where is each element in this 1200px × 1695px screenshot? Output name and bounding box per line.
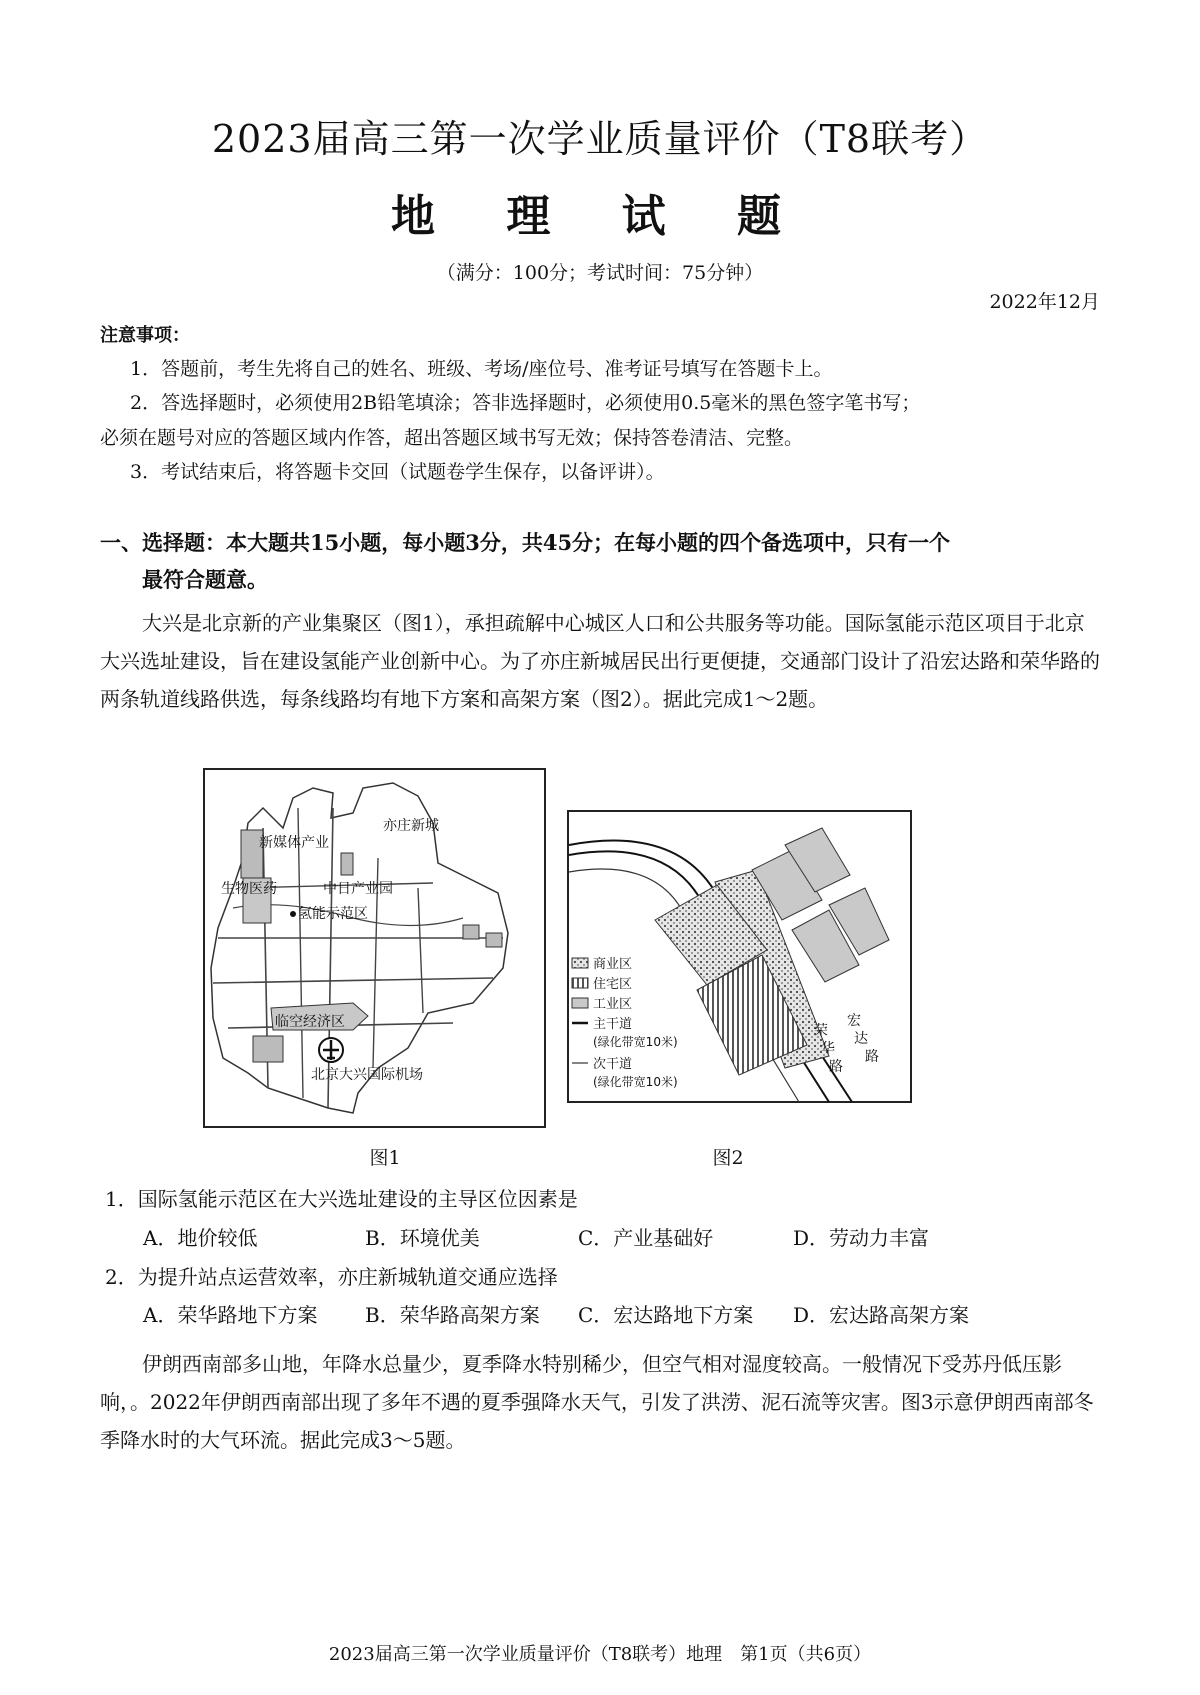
q1-option-d: D．劳动力丰富 xyxy=(793,1226,930,1250)
label-airport: 北京大兴国际机场 xyxy=(311,1067,423,1083)
road-label-hongda-3: 路 xyxy=(865,1049,879,1065)
road-label-ronghua-2: 华 xyxy=(821,1041,835,1057)
q2-option-b: B．荣华路高架方案 xyxy=(365,1303,540,1327)
figure-2-caption: 图2 xyxy=(712,1147,744,1169)
road-label-hongda-2: 达 xyxy=(854,1031,868,1047)
question-1-stem: 1．国际氢能示范区在大兴选址建设的主导区位因素是 xyxy=(105,1187,578,1211)
note-item-2: 2．答选择题时，必须使用2B铅笔填涂；答非选择题时，必须使用0.5毫米的黑色签字笔书写； xyxy=(130,392,921,414)
q1-option-a: A．地价较低 xyxy=(143,1226,258,1250)
road-label-hongda-1: 宏 xyxy=(847,1013,861,1029)
figure-1-map xyxy=(203,768,546,1128)
section-heading: 一、选择题：本大题共15小题，每小题3分，共45分；在每小题的四个备选项中，只有一个 xyxy=(100,530,951,555)
note-item-1: 1．答题前，考生先将自己的姓名、班级、考场/座位号、准考证号填写在答题卡上。 xyxy=(130,358,833,380)
label-xinmeiti: 新媒体产业 xyxy=(259,835,329,851)
road-label-ronghua-3: 路 xyxy=(829,1059,843,1075)
legend-main-road: 主干道 xyxy=(593,1017,633,1032)
question-2-stem: 2．为提升站点运营效率，亦庄新城轨道交通应选择 xyxy=(105,1265,558,1289)
exam-meta: （满分：100分；考试时间：75分钟） xyxy=(436,262,764,284)
legend-secondary-road-note: (绿化带宽10米) xyxy=(593,1075,678,1089)
label-shengwu: 生物医药 xyxy=(221,881,277,897)
figure-1-caption: 图1 xyxy=(369,1147,401,1169)
legend-main-road-note: (绿化带宽10米) xyxy=(593,1035,678,1049)
passage-1: 大兴是北京新的产业集聚区（图1），承担疏解中心城区人口和公共服务等功能。国际氢能示范区项目于北京大兴选址建设，旨在建设氢能产业创新中心。为了亦庄新城居民出行更便捷，交通部门设计了沿宏达路和荣华路的两条轨道线路供选，每条线路均有地下方案和高架方案（图2）。据此完成1～2题。 xyxy=(100,611,1100,711)
legend-industrial: 工业区 xyxy=(593,997,633,1012)
section-heading-cont: 最符合题意。 xyxy=(142,567,268,592)
legend-commercial: 商业区 xyxy=(593,957,633,972)
label-qingneng: 氢能示范区 xyxy=(298,906,368,922)
q1-option-b: B．环境优美 xyxy=(365,1226,480,1250)
page-footer: 2023届高三第一次学业质量评价（T8联考）地理 第1页（共6页） xyxy=(328,1644,872,1665)
label-linkong: 临空经济区 xyxy=(275,1014,345,1030)
q2-option-d: D．宏达路高架方案 xyxy=(793,1303,970,1327)
label-yizhuang: 亦庄新城 xyxy=(383,818,439,834)
road-label-ronghua-1: 荣 xyxy=(814,1023,828,1039)
legend-secondary-road: 次干道 xyxy=(593,1057,633,1072)
exam-title: 2023届高三第一次学业质量评价（T8联考） xyxy=(211,117,989,161)
subject-title: 地 理 试 题 xyxy=(391,191,809,242)
note-item-3: 3．考试结束后，将答题卡交回（试题卷学生保存，以备评讲）。 xyxy=(130,461,665,483)
q1-option-c: C．产业基础好 xyxy=(578,1226,714,1250)
legend-residential: 住宅区 xyxy=(593,977,633,992)
figure-2-plan xyxy=(567,810,912,1103)
note-item-2-cont: 必须在题号对应的答题区域内作答，超出答题区域书写无效；保持答卷清洁、完整。 xyxy=(100,427,804,449)
passage-2: 伊朗西南部多山地，年降水总量少，夏季降水特别稀少，但空气相对湿度较高。一般情况下受苏丹低压影响，。2022年伊朗西南部出现了多年不遇的夏季强降水天气，引发了洪涝、泥石流等灾害。图3示意伊朗西南部冬季降水时的大气环流。据此完成3～5题。 xyxy=(100,1352,1094,1452)
label-zhongri: 中日产业园 xyxy=(323,881,393,897)
notes-title: 注意事项： xyxy=(100,325,190,346)
exam-date: 2022年12月 xyxy=(989,291,1100,313)
q2-option-a: A．荣华路地下方案 xyxy=(143,1303,318,1327)
q2-option-c: C．宏达路地下方案 xyxy=(578,1303,754,1327)
